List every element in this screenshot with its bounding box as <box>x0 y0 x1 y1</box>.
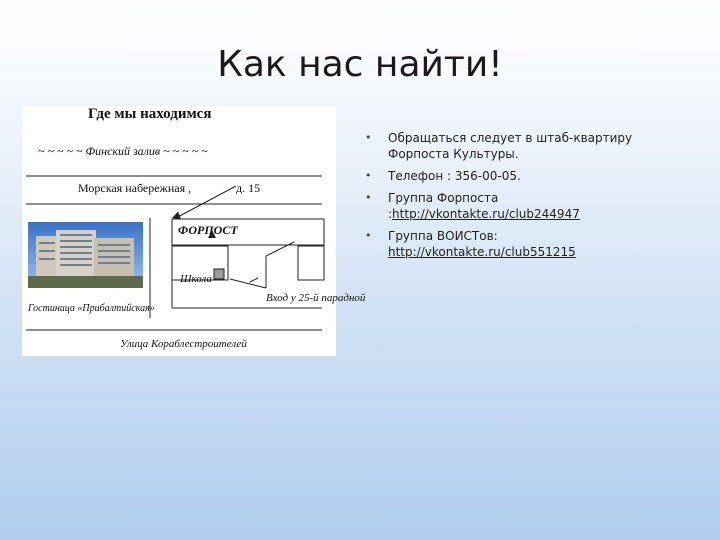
phone-text: Телефон : 356-00-05. <box>388 169 521 183</box>
street-label: Улица Кораблестроителей <box>120 338 247 350</box>
bullet-icon: • <box>365 229 372 242</box>
voist-group-link[interactable]: http://vkontakte.ru/club551215 <box>388 245 576 259</box>
hotel-label: Гостиница «Прибалтийская» <box>28 303 155 314</box>
bay-label: ~ ~ ~ ~ ~ Финский залив ~ ~ ~ ~ ~ <box>38 144 208 158</box>
bullet-icon: • <box>365 131 372 144</box>
list-item <box>360 190 650 222</box>
embankment-label: Морская набережная , <box>78 181 192 195</box>
entry-label: Вход у 25-й парадной <box>266 292 366 304</box>
contact-note: Обращаться следует в штаб-квартиру Форпоста Культуры. <box>388 131 633 161</box>
voist-group-label: Группа ВОИСТов: <box>388 229 498 243</box>
bullet-icon: • <box>365 191 372 204</box>
school-marker <box>214 269 224 279</box>
slide-title: Как нас найти! <box>217 44 503 85</box>
forpost-label: ФОРПОСТ <box>178 223 238 237</box>
map-title: Где мы находимся <box>88 106 212 122</box>
house-number-label: д. 15 <box>236 181 261 195</box>
info-list <box>360 130 650 266</box>
hotel-photo <box>28 222 143 288</box>
location-map <box>22 106 366 356</box>
forpost-group-label: Группа Форпоста : <box>388 191 499 221</box>
forpost-group-link[interactable]: http://vkontakte.ru/club244947 <box>392 207 580 221</box>
list-item <box>360 168 650 184</box>
bullet-icon: • <box>365 169 372 182</box>
school-label: Школа <box>180 273 212 285</box>
list-item <box>360 228 650 260</box>
list-item <box>360 130 650 162</box>
